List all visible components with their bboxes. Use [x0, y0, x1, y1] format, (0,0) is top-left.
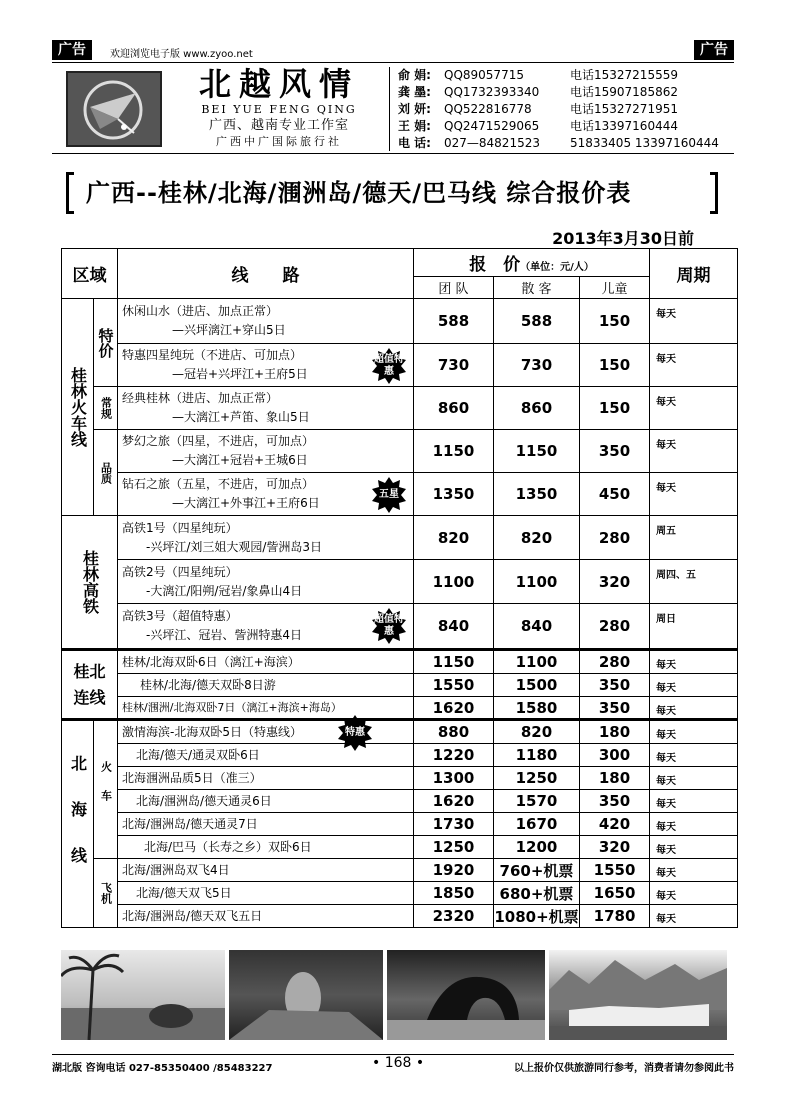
route-title: 休闲山水（进店、加点正常） — [122, 304, 279, 318]
price-retail: 820 — [494, 720, 580, 744]
route-cell — [118, 674, 414, 697]
price-group: 840 — [414, 604, 494, 650]
bracket-right — [710, 172, 718, 214]
table-row — [62, 720, 738, 744]
route-title: 梦幻之旅（四星，不进店，可加点） — [122, 434, 315, 448]
route-cell — [118, 430, 414, 473]
price-child: 300 — [580, 744, 650, 767]
contact-row — [398, 118, 734, 135]
price-retail: 1670 — [494, 813, 580, 836]
badge-text: 超值特惠 — [374, 354, 404, 377]
route-cell — [118, 604, 414, 650]
table-row — [62, 767, 738, 790]
period: 周四、五 — [650, 560, 738, 604]
header-child: 儿童 — [580, 277, 650, 299]
price-child: 1650 — [580, 882, 650, 905]
price-group: 588 — [414, 299, 494, 344]
route-detail: -兴坪江、冠岩、訾洲特惠4日 — [146, 628, 302, 642]
route-title: 北海/德天/通灵双卧6日 — [136, 748, 260, 762]
price-group: 1730 — [414, 813, 494, 836]
agency-name: 广西中广国际旅行社 — [216, 135, 342, 148]
price-child: 280 — [580, 604, 650, 650]
contact-name: 王 娟: — [398, 119, 431, 133]
price-group: 1350 — [414, 473, 494, 516]
table-row — [62, 387, 738, 430]
price-child: 320 — [580, 836, 650, 859]
route-detail: -兴坪江/刘三姐大观园/訾洲岛3日 — [146, 539, 323, 554]
badge-text: 超值特惠 — [374, 614, 404, 637]
table-row — [62, 674, 738, 697]
period: 每天 — [650, 430, 738, 473]
route-title: 激情海滨-北海双卧5日（特惠线） — [122, 725, 302, 739]
route-cell — [118, 905, 414, 928]
price-group: 1100 — [414, 560, 494, 604]
price-group: 1150 — [414, 650, 494, 674]
contact-name: 电 话: — [398, 136, 431, 150]
price-child: 180 — [580, 767, 650, 790]
period: 每天 — [650, 650, 738, 674]
header-region: 区域 — [62, 249, 118, 299]
route-cell — [118, 650, 414, 674]
route-title: 北海/涠洲岛/德天通灵6日 — [136, 794, 272, 808]
route-cell — [118, 859, 414, 882]
price-child: 150 — [580, 299, 650, 344]
table-row — [62, 344, 738, 387]
price-group: 1300 — [414, 767, 494, 790]
period: 每天 — [650, 790, 738, 813]
contact-name: 刘 妍: — [398, 102, 431, 116]
umbrella-icon — [78, 79, 148, 141]
price-child: 420 — [580, 813, 650, 836]
route-cell — [118, 344, 414, 387]
period: 每天 — [650, 387, 738, 430]
contact-name: 俞 娟: — [398, 68, 431, 82]
price-child: 180 — [580, 720, 650, 744]
subregion-regular: 常规 — [94, 387, 118, 430]
table-row — [62, 836, 738, 859]
price-child: 1780 — [580, 905, 650, 928]
route-title: 桂林/北海双卧6日（漓江+海滨） — [122, 655, 300, 669]
footer-contact: 湖北版 咨询电话 027-85350400 /85483227 — [52, 1063, 273, 1074]
contact-row — [398, 84, 734, 101]
subregion-special: 特价 — [94, 299, 118, 387]
price-retail: 588 — [494, 299, 580, 344]
brand-tagline: 广西、越南专业工作室 — [208, 118, 349, 133]
price-child: 350 — [580, 674, 650, 697]
contact-tel: 电话15327271951 — [570, 102, 678, 116]
route-title: 北海涠洲品质5日（准三） — [122, 771, 262, 785]
route-cell — [118, 299, 414, 344]
contact-row — [398, 101, 734, 118]
route-title: 北海/德天双飞5日 — [136, 886, 232, 900]
period: 每天 — [650, 767, 738, 790]
price-group: 2320 — [414, 905, 494, 928]
subregion-quality: 品质 — [94, 430, 118, 516]
price-retail: 1350 — [494, 473, 580, 516]
region-beihai: 北海线 — [62, 720, 94, 928]
price-group: 1920 — [414, 859, 494, 882]
price-group: 1620 — [414, 697, 494, 720]
price-group: 860 — [414, 387, 494, 430]
route-title: 北海/巴马（长寿之乡）双卧6日 — [144, 840, 312, 854]
price-child: 150 — [580, 387, 650, 430]
route-detail: —冠岩+兴坪江+王府5日 — [172, 367, 308, 381]
price-child: 450 — [580, 473, 650, 516]
route-cell — [118, 560, 414, 604]
price-group: 1250 — [414, 836, 494, 859]
top-bar — [52, 40, 734, 62]
route-title: 桂林/北海/德天双卧8日游 — [140, 678, 276, 692]
special-offer-badge — [371, 608, 407, 644]
price-group: 1150 — [414, 430, 494, 473]
header-price-label: 报 价 — [469, 255, 521, 275]
header-price-unit: （单位：元/人） — [520, 262, 594, 273]
route-detail: —大漓江+冠岩+王城6日 — [172, 453, 308, 467]
period: 每天 — [650, 473, 738, 516]
route-title: 北海/涠洲岛/德天通灵7日 — [122, 817, 258, 831]
table-row — [62, 744, 738, 767]
contact-qq: QQ1732393340 — [444, 85, 540, 99]
contact-qq: QQ522816778 — [444, 102, 532, 116]
route-title: 特惠四星纯玩（不进店、可加点） — [122, 348, 303, 362]
price-retail: 840 — [494, 604, 580, 650]
price-child: 320 — [580, 560, 650, 604]
table-row — [62, 430, 738, 473]
price-group: 880 — [414, 720, 494, 744]
table-row — [62, 560, 738, 604]
price-group: 1850 — [414, 882, 494, 905]
price-group: 1550 — [414, 674, 494, 697]
contact-tel: 电话13397160444 — [570, 119, 678, 133]
period: 周日 — [650, 604, 738, 650]
price-child: 280 — [580, 650, 650, 674]
contact-tel: 电话15327215559 — [570, 68, 678, 82]
badge-text: 五星 — [379, 489, 399, 500]
region-guilin-train: 桂林火车线 — [62, 299, 94, 516]
header-group: 团 队 — [414, 277, 494, 299]
table-row — [62, 516, 738, 560]
photo-beach — [61, 950, 225, 1040]
table-row — [62, 882, 738, 905]
route-title: 北海/涠洲岛/德天双飞五日 — [122, 909, 263, 923]
route-cell — [118, 767, 414, 790]
route-cell — [118, 720, 414, 744]
table-row — [62, 859, 738, 882]
route-title: 钻石之旅（五星，不进店，可加点） — [122, 477, 315, 491]
price-child: 350 — [580, 430, 650, 473]
route-detail: —大漓江+外事江+王府6日 — [172, 496, 320, 510]
price-retail: 1250 — [494, 767, 580, 790]
table-row — [62, 650, 738, 674]
page-title-band — [66, 172, 718, 214]
route-title: 经典桂林（进店、加点正常） — [122, 391, 279, 405]
price-retail: 820 — [494, 516, 580, 560]
five-star-badge — [371, 477, 407, 513]
contact-qq: QQ2471529065 — [444, 119, 540, 133]
photo-elephant-trunk-hill — [387, 950, 545, 1040]
price-group: 1620 — [414, 790, 494, 813]
header-period: 周期 — [650, 249, 738, 299]
price-child: 350 — [580, 697, 650, 720]
header-route: 线 路 — [118, 249, 414, 299]
footer-disclaimer: 以上报价仅供旅游同行参考，消费者请勿参阅此书 — [514, 1063, 734, 1074]
table-row — [62, 813, 738, 836]
page-title: 广西--桂林/北海/涠洲岛/德天/巴马线 综合报价表 — [86, 179, 632, 207]
price-child: 350 — [580, 790, 650, 813]
header-price — [414, 249, 650, 277]
price-group: 1220 — [414, 744, 494, 767]
table-row — [62, 697, 738, 720]
period: 每天 — [650, 344, 738, 387]
table-row — [62, 905, 738, 928]
price-retail: 680+机票 — [494, 882, 580, 905]
route-cell — [118, 473, 414, 516]
region-guilin-hsr: 桂林高铁 — [62, 516, 118, 650]
contact-row — [398, 135, 734, 152]
price-retail: 1080+机票 — [494, 905, 580, 928]
period: 每天 — [650, 905, 738, 928]
route-cell — [118, 516, 414, 560]
brand-name: 北越风情 — [198, 65, 359, 103]
contact-tel: 51833405 13397160444 — [570, 136, 719, 150]
valid-date: 2013年3月30日前 — [552, 229, 694, 248]
price-child: 280 — [580, 516, 650, 560]
period: 每天 — [650, 299, 738, 344]
price-retail: 760+机票 — [494, 859, 580, 882]
logo — [66, 71, 162, 147]
period: 每天 — [650, 836, 738, 859]
header-retail: 散 客 — [494, 277, 580, 299]
region-guibei: 桂北连线 — [62, 650, 118, 720]
price-retail: 1200 — [494, 836, 580, 859]
contact-name: 龚 墨: — [398, 85, 431, 99]
price-group: 820 — [414, 516, 494, 560]
period: 每天 — [650, 744, 738, 767]
page-number: • 168 • — [372, 1055, 425, 1071]
price-retail: 860 — [494, 387, 580, 430]
period: 每天 — [650, 674, 738, 697]
period: 每天 — [650, 813, 738, 836]
brand-block — [174, 65, 384, 153]
special-offer-badge — [371, 348, 407, 384]
ad-label-right: 广告 — [694, 40, 734, 60]
table-row — [62, 604, 738, 650]
price-child: 1550 — [580, 859, 650, 882]
route-cell — [118, 836, 414, 859]
price-retail: 1580 — [494, 697, 580, 720]
route-detail: -大漓江/阳朔/冠岩/象鼻山4日 — [146, 583, 303, 598]
bracket-left — [66, 172, 74, 214]
contact-list — [398, 67, 734, 152]
route-title: 桂林/涠洲/北海双卧7日（漓江+海滨+海岛） — [122, 700, 342, 714]
photo-cave — [229, 950, 383, 1040]
route-title: 高铁2号（四星纯玩） — [122, 564, 238, 579]
price-retail: 1180 — [494, 744, 580, 767]
ad-label-left: 广告 — [52, 40, 92, 60]
route-title: 高铁1号（四星纯玩） — [122, 520, 238, 535]
price-retail: 1150 — [494, 430, 580, 473]
contact-qq: 027—84821523 — [444, 136, 540, 150]
price-child: 150 — [580, 344, 650, 387]
price-retail: 1100 — [494, 560, 580, 604]
period: 周五 — [650, 516, 738, 560]
page-footer — [52, 1054, 734, 1072]
brand-pinyin: BEI YUE FENG QING — [201, 103, 357, 116]
table-row — [62, 473, 738, 516]
price-table — [61, 248, 738, 928]
welcome-text: 欢迎浏览电子版 www.zyoo.net — [110, 49, 253, 60]
contact-qq: QQ89057715 — [444, 68, 524, 82]
price-group: 730 — [414, 344, 494, 387]
agency-header — [52, 62, 734, 154]
table-header-row — [62, 249, 738, 277]
badge-text: 特惠 — [345, 727, 365, 738]
price-retail: 1100 — [494, 650, 580, 674]
price-retail: 1500 — [494, 674, 580, 697]
route-detail: —兴坪漓江+穿山5日 — [172, 323, 286, 337]
route-cell — [118, 813, 414, 836]
subregion-plane: 飞机 — [94, 859, 118, 928]
table-row — [62, 299, 738, 344]
route-title: 北海/涠洲岛双飞4日 — [122, 863, 230, 877]
divider — [389, 67, 390, 151]
route-cell — [118, 790, 414, 813]
price-retail: 1570 — [494, 790, 580, 813]
route-title: 高铁3号（超值特惠） — [122, 609, 238, 623]
photo-strip — [61, 950, 727, 1040]
route-cell — [118, 387, 414, 430]
contact-tel: 电话15907185862 — [570, 85, 678, 99]
period: 每天 — [650, 720, 738, 744]
route-detail: —大漓江+芦笛、象山5日 — [172, 410, 310, 424]
price-retail: 730 — [494, 344, 580, 387]
table-row — [62, 790, 738, 813]
period: 每天 — [650, 697, 738, 720]
period: 每天 — [650, 859, 738, 882]
route-cell — [118, 744, 414, 767]
route-cell — [118, 882, 414, 905]
period: 每天 — [650, 882, 738, 905]
subregion-train: 火车 — [94, 720, 118, 859]
contact-row — [398, 67, 734, 84]
photo-waterfall — [549, 950, 727, 1040]
